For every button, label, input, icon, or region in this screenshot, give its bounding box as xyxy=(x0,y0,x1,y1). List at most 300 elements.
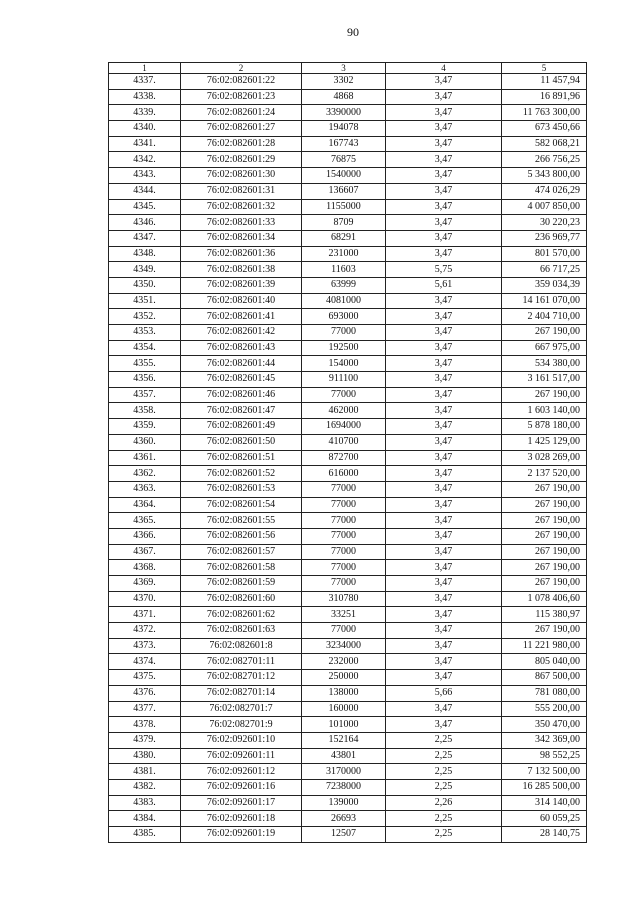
cadastral-number-cell: 76:02:092601:19 xyxy=(181,827,302,843)
rate-cell: 3,47 xyxy=(386,199,502,215)
rate-cell: 3,47 xyxy=(386,654,502,670)
cadastral-number-cell: 76:02:082601:55 xyxy=(181,513,302,529)
row-number-cell: 4353. xyxy=(109,325,181,341)
rate-cell: 5,66 xyxy=(386,685,502,701)
row-number-cell: 4344. xyxy=(109,183,181,199)
amount-cell: 555 200,00 xyxy=(502,701,587,717)
rate-cell: 3,47 xyxy=(386,638,502,654)
amount-cell: 267 190,00 xyxy=(502,544,587,560)
amount-cell: 801 570,00 xyxy=(502,246,587,262)
row-number-cell: 4385. xyxy=(109,827,181,843)
table-row xyxy=(109,654,587,670)
row-number-cell: 4346. xyxy=(109,215,181,231)
rate-cell: 2,25 xyxy=(386,811,502,827)
area-cell: 167743 xyxy=(302,136,386,152)
area-cell: 693000 xyxy=(302,309,386,325)
area-cell: 250000 xyxy=(302,670,386,686)
rate-cell: 3,47 xyxy=(386,419,502,435)
rate-cell: 3,47 xyxy=(386,544,502,560)
area-cell: 77000 xyxy=(302,387,386,403)
cadastral-number-cell: 76:02:082601:23 xyxy=(181,89,302,105)
area-cell: 77000 xyxy=(302,528,386,544)
rate-cell: 3,47 xyxy=(386,623,502,639)
cadastral-number-cell: 76:02:082601:30 xyxy=(181,168,302,184)
cadastral-number-cell: 76:02:092601:16 xyxy=(181,779,302,795)
table-row xyxy=(109,811,587,827)
cadastral-number-cell: 76:02:092601:12 xyxy=(181,764,302,780)
area-cell: 462000 xyxy=(302,403,386,419)
cadastral-number-cell: 76:02:082601:28 xyxy=(181,136,302,152)
cadastral-number-cell: 76:02:082601:46 xyxy=(181,387,302,403)
table-row xyxy=(109,309,587,325)
area-cell: 3302 xyxy=(302,74,386,90)
cadastral-number-cell: 76:02:092601:18 xyxy=(181,811,302,827)
table-row xyxy=(109,152,587,168)
table-row xyxy=(109,764,587,780)
amount-cell: 11 221 980,00 xyxy=(502,638,587,654)
rate-cell: 2,26 xyxy=(386,795,502,811)
row-number-cell: 4351. xyxy=(109,293,181,309)
row-number-cell: 4356. xyxy=(109,372,181,388)
amount-cell: 267 190,00 xyxy=(502,560,587,576)
table-row xyxy=(109,105,587,121)
row-number-cell: 4340. xyxy=(109,121,181,137)
table-row xyxy=(109,732,587,748)
cadastral-number-cell: 76:02:082701:9 xyxy=(181,717,302,733)
amount-cell: 28 140,75 xyxy=(502,827,587,843)
rate-cell: 2,25 xyxy=(386,764,502,780)
amount-cell: 267 190,00 xyxy=(502,325,587,341)
table-row xyxy=(109,293,587,309)
row-number-cell: 4347. xyxy=(109,230,181,246)
amount-cell: 314 140,00 xyxy=(502,795,587,811)
cadastral-number-cell: 76:02:082601:44 xyxy=(181,356,302,372)
cadastral-number-cell: 76:02:092601:11 xyxy=(181,748,302,764)
area-cell: 616000 xyxy=(302,466,386,482)
area-cell: 77000 xyxy=(302,513,386,529)
cadastral-number-cell: 76:02:082701:7 xyxy=(181,701,302,717)
rate-cell: 3,47 xyxy=(386,183,502,199)
row-number-cell: 4349. xyxy=(109,262,181,278)
cadastral-number-cell: 76:02:082601:24 xyxy=(181,105,302,121)
table-row xyxy=(109,795,587,811)
area-cell: 154000 xyxy=(302,356,386,372)
amount-cell: 7 132 500,00 xyxy=(502,764,587,780)
rate-cell: 2,25 xyxy=(386,732,502,748)
amount-cell: 5 878 180,00 xyxy=(502,419,587,435)
area-cell: 77000 xyxy=(302,576,386,592)
row-number-cell: 4374. xyxy=(109,654,181,670)
table-row xyxy=(109,685,587,701)
cadastral-number-cell: 76:02:082601:36 xyxy=(181,246,302,262)
cadastral-number-cell: 76:02:082601:40 xyxy=(181,293,302,309)
table-row xyxy=(109,434,587,450)
rate-cell: 3,47 xyxy=(386,89,502,105)
column-header-2: 2 xyxy=(181,63,302,74)
rate-cell: 3,47 xyxy=(386,136,502,152)
area-cell: 1694000 xyxy=(302,419,386,435)
table-row xyxy=(109,403,587,419)
rate-cell: 3,47 xyxy=(386,121,502,137)
table-row xyxy=(109,340,587,356)
row-number-cell: 4368. xyxy=(109,560,181,576)
area-cell: 192500 xyxy=(302,340,386,356)
table-row xyxy=(109,419,587,435)
area-cell: 160000 xyxy=(302,701,386,717)
amount-cell: 267 190,00 xyxy=(502,623,587,639)
row-number-cell: 4370. xyxy=(109,591,181,607)
amount-cell: 5 343 800,00 xyxy=(502,168,587,184)
rate-cell: 3,47 xyxy=(386,215,502,231)
row-number-cell: 4359. xyxy=(109,419,181,435)
amount-cell: 781 080,00 xyxy=(502,685,587,701)
row-number-cell: 4378. xyxy=(109,717,181,733)
rate-cell: 3,47 xyxy=(386,701,502,717)
table-row xyxy=(109,168,587,184)
area-cell: 12507 xyxy=(302,827,386,843)
rate-cell: 2,25 xyxy=(386,827,502,843)
area-cell: 410700 xyxy=(302,434,386,450)
row-number-cell: 4360. xyxy=(109,434,181,450)
amount-cell: 359 034,39 xyxy=(502,277,587,293)
table-row xyxy=(109,544,587,560)
row-number-cell: 4362. xyxy=(109,466,181,482)
amount-cell: 350 470,00 xyxy=(502,717,587,733)
cadastral-number-cell: 76:02:082601:39 xyxy=(181,277,302,293)
rate-cell: 3,47 xyxy=(386,528,502,544)
table-row xyxy=(109,638,587,654)
amount-cell: 267 190,00 xyxy=(502,481,587,497)
amount-cell: 867 500,00 xyxy=(502,670,587,686)
rate-cell: 3,47 xyxy=(386,387,502,403)
row-number-cell: 4361. xyxy=(109,450,181,466)
rate-cell: 3,47 xyxy=(386,466,502,482)
cadastral-number-cell: 76:02:082601:49 xyxy=(181,419,302,435)
row-number-cell: 4377. xyxy=(109,701,181,717)
row-number-cell: 4357. xyxy=(109,387,181,403)
rate-cell: 3,47 xyxy=(386,434,502,450)
table-header-row xyxy=(109,63,587,74)
cadastral-number-cell: 76:02:082601:54 xyxy=(181,497,302,513)
rate-cell: 3,47 xyxy=(386,560,502,576)
table-row xyxy=(109,74,587,90)
amount-cell: 1 078 406,60 xyxy=(502,591,587,607)
area-cell: 3390000 xyxy=(302,105,386,121)
cadastral-number-cell: 76:02:082601:45 xyxy=(181,372,302,388)
amount-cell: 16 285 500,00 xyxy=(502,779,587,795)
table-row xyxy=(109,591,587,607)
amount-cell: 30 220,23 xyxy=(502,215,587,231)
cadastral-number-cell: 76:02:082601:41 xyxy=(181,309,302,325)
area-cell: 101000 xyxy=(302,717,386,733)
column-header-1: 1 xyxy=(109,63,181,74)
cadastral-number-cell: 76:02:082601:43 xyxy=(181,340,302,356)
table-row xyxy=(109,356,587,372)
area-cell: 3170000 xyxy=(302,764,386,780)
amount-cell: 115 380,97 xyxy=(502,607,587,623)
amount-cell: 534 380,00 xyxy=(502,356,587,372)
table-row xyxy=(109,497,587,513)
rate-cell: 3,47 xyxy=(386,497,502,513)
amount-cell: 60 059,25 xyxy=(502,811,587,827)
row-number-cell: 4383. xyxy=(109,795,181,811)
amount-cell: 2 137 520,00 xyxy=(502,466,587,482)
rate-cell: 3,47 xyxy=(386,403,502,419)
area-cell: 310780 xyxy=(302,591,386,607)
rate-cell: 3,47 xyxy=(386,152,502,168)
row-number-cell: 4384. xyxy=(109,811,181,827)
row-number-cell: 4381. xyxy=(109,764,181,780)
area-cell: 8709 xyxy=(302,215,386,231)
rate-cell: 3,47 xyxy=(386,246,502,262)
area-cell: 4081000 xyxy=(302,293,386,309)
row-number-cell: 4372. xyxy=(109,623,181,639)
rate-cell: 5,75 xyxy=(386,262,502,278)
amount-cell: 14 161 070,00 xyxy=(502,293,587,309)
rate-cell: 3,47 xyxy=(386,325,502,341)
cadastral-number-cell: 76:02:082601:62 xyxy=(181,607,302,623)
area-cell: 1155000 xyxy=(302,199,386,215)
cadastral-number-cell: 76:02:082601:33 xyxy=(181,215,302,231)
area-cell: 63999 xyxy=(302,277,386,293)
amount-cell: 582 068,21 xyxy=(502,136,587,152)
row-number-cell: 4355. xyxy=(109,356,181,372)
area-cell: 3234000 xyxy=(302,638,386,654)
row-number-cell: 4380. xyxy=(109,748,181,764)
area-cell: 76875 xyxy=(302,152,386,168)
table-row xyxy=(109,325,587,341)
area-cell: 139000 xyxy=(302,795,386,811)
cadastral-number-cell: 76:02:082601:32 xyxy=(181,199,302,215)
amount-cell: 66 717,25 xyxy=(502,262,587,278)
area-cell: 4868 xyxy=(302,89,386,105)
table-row xyxy=(109,576,587,592)
cadastral-number-cell: 76:02:082601:47 xyxy=(181,403,302,419)
area-cell: 1540000 xyxy=(302,168,386,184)
amount-cell: 805 040,00 xyxy=(502,654,587,670)
cadastral-number-cell: 76:02:082601:59 xyxy=(181,576,302,592)
amount-cell: 236 969,77 xyxy=(502,230,587,246)
table-body xyxy=(109,74,587,843)
page-number: 90 xyxy=(347,25,359,39)
cadastral-number-cell: 76:02:082601:31 xyxy=(181,183,302,199)
cadastral-number-cell: 76:02:082601:22 xyxy=(181,74,302,90)
row-number-cell: 4379. xyxy=(109,732,181,748)
table-row xyxy=(109,136,587,152)
row-number-cell: 4371. xyxy=(109,607,181,623)
amount-cell: 474 026,29 xyxy=(502,183,587,199)
rate-cell: 3,47 xyxy=(386,576,502,592)
table-row xyxy=(109,607,587,623)
table-row xyxy=(109,623,587,639)
area-cell: 872700 xyxy=(302,450,386,466)
area-cell: 77000 xyxy=(302,623,386,639)
cadastral-number-cell: 76:02:082601:53 xyxy=(181,481,302,497)
column-header-3: 3 xyxy=(302,63,386,74)
cadastral-number-cell: 76:02:082601:63 xyxy=(181,623,302,639)
rate-cell: 3,47 xyxy=(386,74,502,90)
rate-cell: 5,61 xyxy=(386,277,502,293)
area-cell: 232000 xyxy=(302,654,386,670)
row-number-cell: 4367. xyxy=(109,544,181,560)
cadastral-number-cell: 76:02:082601:56 xyxy=(181,528,302,544)
row-number-cell: 4339. xyxy=(109,105,181,121)
row-number-cell: 4373. xyxy=(109,638,181,654)
cadastral-number-cell: 76:02:092601:17 xyxy=(181,795,302,811)
rate-cell: 3,47 xyxy=(386,717,502,733)
cadastral-number-cell: 76:02:082601:29 xyxy=(181,152,302,168)
row-number-cell: 4382. xyxy=(109,779,181,795)
area-cell: 77000 xyxy=(302,497,386,513)
rate-cell: 3,47 xyxy=(386,607,502,623)
area-cell: 194078 xyxy=(302,121,386,137)
amount-cell: 267 190,00 xyxy=(502,387,587,403)
cadastral-number-cell: 76:02:082601:34 xyxy=(181,230,302,246)
row-number-cell: 4338. xyxy=(109,89,181,105)
amount-cell: 98 552,25 xyxy=(502,748,587,764)
row-number-cell: 4369. xyxy=(109,576,181,592)
row-number-cell: 4345. xyxy=(109,199,181,215)
amount-cell: 11 457,94 xyxy=(502,74,587,90)
table-row xyxy=(109,199,587,215)
rate-cell: 3,47 xyxy=(386,591,502,607)
row-number-cell: 4364. xyxy=(109,497,181,513)
table-row xyxy=(109,262,587,278)
rate-cell: 3,47 xyxy=(386,168,502,184)
cadastral-number-cell: 76:02:082701:12 xyxy=(181,670,302,686)
rate-cell: 3,47 xyxy=(386,230,502,246)
table-row xyxy=(109,372,587,388)
amount-cell: 342 369,00 xyxy=(502,732,587,748)
table-row xyxy=(109,701,587,717)
rate-cell: 3,47 xyxy=(386,309,502,325)
area-cell: 911100 xyxy=(302,372,386,388)
amount-cell: 266 756,25 xyxy=(502,152,587,168)
cadastral-number-cell: 76:02:082601:38 xyxy=(181,262,302,278)
amount-cell: 11 763 300,00 xyxy=(502,105,587,121)
table-row xyxy=(109,466,587,482)
rate-cell: 3,47 xyxy=(386,340,502,356)
cadastral-number-cell: 76:02:082701:14 xyxy=(181,685,302,701)
amount-cell: 267 190,00 xyxy=(502,576,587,592)
amount-cell: 2 404 710,00 xyxy=(502,309,587,325)
table-row xyxy=(109,560,587,576)
area-cell: 33251 xyxy=(302,607,386,623)
cadastral-number-cell: 76:02:082601:58 xyxy=(181,560,302,576)
cadastral-number-cell: 76:02:082601:42 xyxy=(181,325,302,341)
rate-cell: 3,47 xyxy=(386,450,502,466)
amount-cell: 1 603 140,00 xyxy=(502,403,587,419)
area-cell: 77000 xyxy=(302,544,386,560)
row-number-cell: 4343. xyxy=(109,168,181,184)
rate-cell: 2,25 xyxy=(386,779,502,795)
table-row xyxy=(109,89,587,105)
amount-cell: 1 425 129,00 xyxy=(502,434,587,450)
area-cell: 77000 xyxy=(302,325,386,341)
amount-cell: 673 450,66 xyxy=(502,121,587,137)
column-header-5: 5 xyxy=(502,63,587,74)
table-row xyxy=(109,481,587,497)
area-cell: 138000 xyxy=(302,685,386,701)
area-cell: 7238000 xyxy=(302,779,386,795)
table-row xyxy=(109,246,587,262)
rate-cell: 3,47 xyxy=(386,481,502,497)
cadastral-number-cell: 76:02:082601:52 xyxy=(181,466,302,482)
row-number-cell: 4342. xyxy=(109,152,181,168)
table-row xyxy=(109,183,587,199)
area-cell: 68291 xyxy=(302,230,386,246)
table-row xyxy=(109,121,587,137)
rate-cell: 3,47 xyxy=(386,356,502,372)
table-row xyxy=(109,513,587,529)
table-row xyxy=(109,277,587,293)
row-number-cell: 4337. xyxy=(109,74,181,90)
table-row xyxy=(109,215,587,231)
table-row xyxy=(109,528,587,544)
amount-cell: 667 975,00 xyxy=(502,340,587,356)
area-cell: 152164 xyxy=(302,732,386,748)
rate-cell: 3,47 xyxy=(386,293,502,309)
row-number-cell: 4348. xyxy=(109,246,181,262)
table-row xyxy=(109,779,587,795)
row-number-cell: 4350. xyxy=(109,277,181,293)
area-cell: 77000 xyxy=(302,560,386,576)
row-number-cell: 4365. xyxy=(109,513,181,529)
table-row xyxy=(109,717,587,733)
row-number-cell: 4358. xyxy=(109,403,181,419)
cadastral-number-cell: 76:02:082601:60 xyxy=(181,591,302,607)
amount-cell: 267 190,00 xyxy=(502,528,587,544)
cadastral-number-cell: 76:02:082601:57 xyxy=(181,544,302,560)
cadastral-number-cell: 76:02:082601:51 xyxy=(181,450,302,466)
row-number-cell: 4354. xyxy=(109,340,181,356)
cadastral-number-cell: 76:02:082701:11 xyxy=(181,654,302,670)
rate-cell: 3,47 xyxy=(386,372,502,388)
row-number-cell: 4375. xyxy=(109,670,181,686)
area-cell: 26693 xyxy=(302,811,386,827)
table-row xyxy=(109,827,587,843)
table-row xyxy=(109,670,587,686)
area-cell: 77000 xyxy=(302,481,386,497)
cadastral-number-cell: 76:02:082601:27 xyxy=(181,121,302,137)
amount-cell: 3 028 269,00 xyxy=(502,450,587,466)
amount-cell: 267 190,00 xyxy=(502,513,587,529)
row-number-cell: 4363. xyxy=(109,481,181,497)
cadastral-number-cell: 76:02:092601:10 xyxy=(181,732,302,748)
area-cell: 43801 xyxy=(302,748,386,764)
rate-cell: 3,47 xyxy=(386,670,502,686)
area-cell: 11603 xyxy=(302,262,386,278)
rate-cell: 3,47 xyxy=(386,105,502,121)
row-number-cell: 4341. xyxy=(109,136,181,152)
table-row xyxy=(109,450,587,466)
table-row xyxy=(109,230,587,246)
area-cell: 231000 xyxy=(302,246,386,262)
row-number-cell: 4376. xyxy=(109,685,181,701)
cadastral-number-cell: 76:02:082601:8 xyxy=(181,638,302,654)
column-header-4: 4 xyxy=(386,63,502,74)
amount-cell: 3 161 517,00 xyxy=(502,372,587,388)
area-cell: 136607 xyxy=(302,183,386,199)
rate-cell: 3,47 xyxy=(386,513,502,529)
data-table xyxy=(108,62,587,843)
row-number-cell: 4366. xyxy=(109,528,181,544)
table-row xyxy=(109,748,587,764)
table-row xyxy=(109,387,587,403)
cadastral-number-cell: 76:02:082601:50 xyxy=(181,434,302,450)
amount-cell: 267 190,00 xyxy=(502,497,587,513)
rate-cell: 2,25 xyxy=(386,748,502,764)
